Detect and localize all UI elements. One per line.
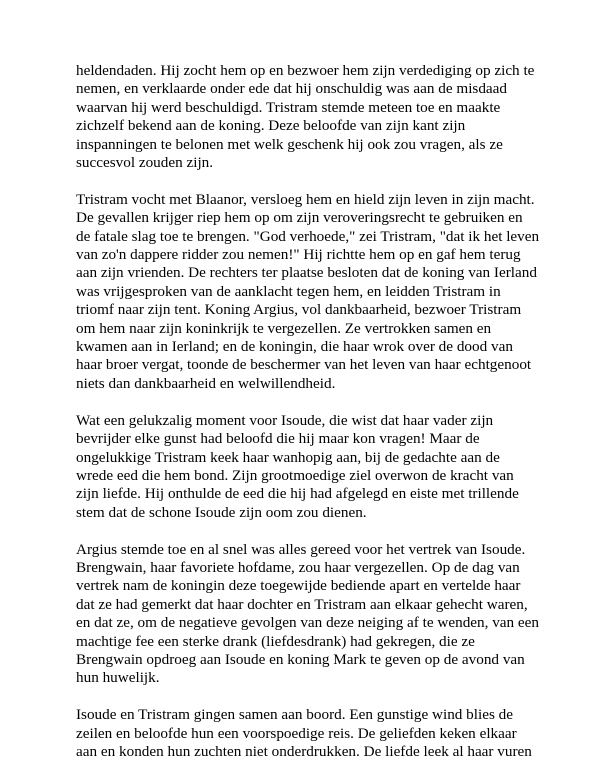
text-line: aan en konden hun zuchten niet onderdrukken. De liefde leek al haar vuren xyxy=(76,742,532,760)
paragraph xyxy=(76,706,536,761)
text-line: en dat ze, om de negatieve gevolgen van deze neiging af te wenden, van een xyxy=(76,614,540,632)
text-line: aan zijn vrienden. De rechters ter plaatse besloten dat de koning van Ierland xyxy=(76,264,537,282)
text-line: Argius stemde toe en al snel was alles gereed voor het vertrek van Isoude. xyxy=(76,540,526,558)
text-line: nemen, en verklaarde onder ede dat hij onschuldig was aan de misdaad xyxy=(76,80,507,98)
text-line: waarvan hij werd beschuldigd. Tristram stemde meteen toe en maakte xyxy=(76,98,501,116)
text-line: heldendaden. Hij zocht hem op en bezwoer hem zijn verdediging op zich te xyxy=(76,62,535,79)
text-line: was vrijgesproken van de aanklacht tegen hem, en leidden Tristram in xyxy=(76,282,501,300)
text-line: om hem naar zijn koninkrijk te vergezellen. Ze vertrokken samen en xyxy=(76,319,492,337)
text-line: Tristram vocht met Blaanor, versloeg hem en hield zijn leven in zijn macht. xyxy=(76,190,535,208)
paragraph xyxy=(76,62,536,172)
text-line: zichzelf bekend aan de koning. Deze beloofde van zijn kant zijn xyxy=(76,117,466,135)
paragraph xyxy=(76,412,536,522)
text-line: ongelukkige Tristram keek haar wanhopig aan, bij de gedachte aan de xyxy=(76,448,500,466)
text-line: dat ze had gemerkt dat haar dochter en Tristram aan elkaar gehecht waren, xyxy=(76,595,528,613)
text-line: wrede eed die hem bond. Zijn grootmoedige ziel overwon de kracht van xyxy=(76,466,514,484)
text-line: stem dat de schone Isoude zijn oom zou dienen. xyxy=(76,503,367,521)
text-line: niets dan dankbaarheid en welwillendheid. xyxy=(76,374,336,392)
text-line: zijn liefde. Hij onthulde de eed die hij had afgelegd en eiste met trillende xyxy=(76,485,519,503)
text-line: hun huwelijk. xyxy=(76,669,160,687)
text-line: bevrijder elke gunst had beloofd die hij maar kon vragen! Maar de xyxy=(76,430,480,448)
text-line: zeilen en beloofde hun een voorspoedige reis. De geliefden keken elkaar xyxy=(76,724,517,742)
text-line: Isoude en Tristram gingen samen aan boord. Een gunstige wind blies de xyxy=(76,706,513,724)
text-line: van zo'n dappere ridder zou nemen!" Hij richtte hem op en gaf hem terug xyxy=(76,246,521,264)
text-line: Brengwain opdroeg aan Isoude en koning Mark te geven op de avond van xyxy=(76,650,525,668)
text-line: inspanningen te belonen met welk geschenk hij ook zou vragen, als ze xyxy=(76,135,503,153)
text-line: triomf naar zijn tent. Koning Argius, vol dankbaarheid, bezwoer Tristram xyxy=(76,301,522,319)
text-line: haar broer vergat, toonde de beschermer van het leven van haar echtgenoot xyxy=(76,356,532,374)
text-line: kwamen aan in Ierland; en de koningin, die haar wrok over de dood van xyxy=(76,338,513,356)
paragraph xyxy=(76,190,540,393)
text-line: De gevallen krijger riep hem op om zijn veroveringsrecht te gebruiken en xyxy=(76,209,523,227)
text-line: Wat een gelukzalig moment voor Isoude, die wist dat haar vader zijn xyxy=(76,411,494,429)
text-line: succesvol zouden zijn. xyxy=(76,154,214,172)
text-line: Brengwain, haar favoriete hofdame, zou haar vergezellen. Op de dag van xyxy=(76,558,520,576)
text-line: vertrek nam de koningin deze toegewijde bediende apart en vertelde haar xyxy=(76,577,521,595)
paragraph xyxy=(76,540,540,688)
document-page xyxy=(76,62,540,780)
text-line: de fatale slag toe te brengen. "God verhoede," zei Tristram, "dat ik het leven xyxy=(76,227,540,245)
text-line: machtige fee een sterke drank (liefdesdrank) had gekregen, die ze xyxy=(76,632,475,650)
